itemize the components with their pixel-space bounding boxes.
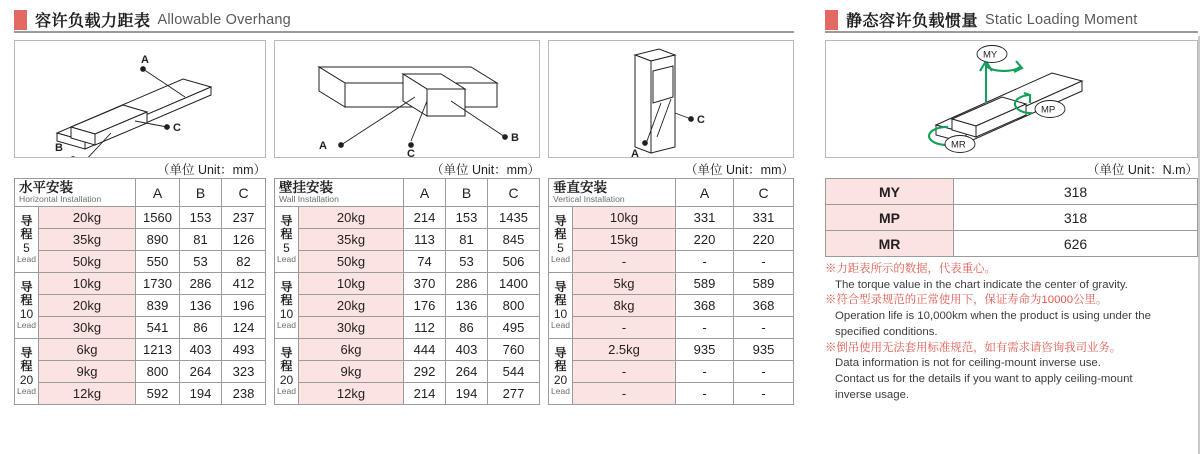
- load-cell: 15kg: [573, 229, 676, 251]
- value-cell: 124: [222, 317, 266, 339]
- value-cell: 113: [404, 229, 446, 251]
- load-cell: 6kg: [39, 339, 136, 361]
- value-cell: 368: [676, 295, 734, 317]
- table-row: [15, 295, 266, 317]
- lead-group-10: 导程 10 Lead: [275, 273, 299, 339]
- value-cell: 81: [446, 229, 488, 251]
- lead-group-20: 导程 20 Lead: [275, 339, 299, 405]
- value-cell: 286: [446, 273, 488, 295]
- table-title-en: Horizontal Installation: [19, 194, 102, 205]
- value-cell: 86: [180, 317, 222, 339]
- load-cell: 20kg: [299, 207, 404, 229]
- label-A: A: [141, 54, 149, 66]
- table-horizontal-installation: [14, 178, 266, 405]
- load-cell: 12kg: [39, 383, 136, 405]
- table-title-cn: 水平安装: [19, 180, 73, 195]
- unit-note-wall: （单位 Unit：mm）: [430, 163, 540, 177]
- wall-installation-illustration: [275, 41, 539, 157]
- value-cell: 292: [404, 361, 446, 383]
- load-cell: -: [573, 361, 676, 383]
- value-cell: 592: [136, 383, 180, 405]
- moment-label-MR: MR: [826, 231, 954, 257]
- value-cell: 277: [488, 383, 540, 405]
- value-cell: 890: [136, 229, 180, 251]
- note-en-2-line-1: Operation life is 10,000km when the product is using under the: [835, 310, 1151, 323]
- value-cell: 403: [446, 339, 488, 361]
- value-cell: 1213: [136, 339, 180, 361]
- diagram-static-loading-moment: [825, 40, 1198, 158]
- table-row: [549, 339, 794, 361]
- table-row: [15, 207, 266, 229]
- note-en-2-line-2: specified conditions.: [835, 325, 938, 338]
- note-en-3-line-3: inverse usage.: [835, 388, 910, 401]
- load-cell: -: [573, 317, 676, 339]
- load-cell: 8kg: [573, 295, 676, 317]
- value-cell: 136: [446, 295, 488, 317]
- table-header-row: [275, 179, 540, 207]
- table-header-row: [549, 179, 794, 207]
- value-cell: 126: [222, 229, 266, 251]
- value-cell: 370: [404, 273, 446, 295]
- value-cell: -: [676, 317, 734, 339]
- unit-note-horizontal: （单位 Unit：mm）: [156, 163, 266, 177]
- value-cell: 264: [446, 361, 488, 383]
- table-row: [549, 383, 794, 405]
- value-cell: 1435: [488, 207, 540, 229]
- load-cell: 9kg: [299, 361, 404, 383]
- section-title-cn-2: 静态容许负载惯量: [846, 13, 979, 30]
- table-title-en: Vertical Installation: [553, 194, 625, 205]
- value-cell: 53: [446, 251, 488, 273]
- section-header-static-loading-moment: [825, 8, 1138, 31]
- table-row: [549, 251, 794, 273]
- table-header-row: [15, 179, 266, 207]
- table-row: [549, 273, 794, 295]
- column-header-C: C: [222, 179, 266, 207]
- load-cell: 35kg: [299, 229, 404, 251]
- value-cell: -: [676, 361, 734, 383]
- table-title-en: Wall Installation: [279, 194, 339, 205]
- label-C: C: [697, 114, 705, 126]
- value-cell: 760: [488, 339, 540, 361]
- label-C: C: [407, 148, 415, 157]
- notes-block: [825, 262, 1197, 404]
- moment-label-MP: MP: [826, 205, 954, 231]
- table-row: [826, 179, 1198, 205]
- value-cell: 194: [446, 383, 488, 405]
- column-header-A: A: [136, 179, 180, 207]
- value-cell: 153: [180, 207, 222, 229]
- value-cell: 403: [180, 339, 222, 361]
- value-cell: 136: [180, 295, 222, 317]
- column-header-B: B: [180, 179, 222, 207]
- accent-bar-icon-2: [825, 10, 838, 30]
- load-cell: 9kg: [39, 361, 136, 383]
- value-cell: 112: [404, 317, 446, 339]
- label-MP: MP: [1041, 104, 1056, 116]
- table-row: [275, 273, 540, 295]
- label-B: B: [511, 132, 519, 144]
- table-row: [15, 339, 266, 361]
- value-cell: 493: [222, 339, 266, 361]
- load-cell: 20kg: [299, 295, 404, 317]
- table-row: [275, 207, 540, 229]
- column-header-A: A: [676, 179, 734, 207]
- value-cell: -: [676, 251, 734, 273]
- load-cell: 35kg: [39, 229, 136, 251]
- note-cn-2: ※符合型录规范的正常使用下，保证寿命为10000公里。: [825, 294, 1108, 307]
- section-header-allowable-overhang: [14, 8, 291, 31]
- value-cell: -: [734, 317, 794, 339]
- value-cell: 935: [676, 339, 734, 361]
- value-cell: 845: [488, 229, 540, 251]
- value-cell: 800: [488, 295, 540, 317]
- header-divider-right: [825, 31, 1198, 33]
- value-cell: 541: [136, 317, 180, 339]
- value-cell: 82: [222, 251, 266, 273]
- lead-group-5: 导程 5 Lead: [549, 207, 573, 273]
- unit-note-moment: （单位 Unit：N.m）: [1086, 163, 1198, 177]
- value-cell: 196: [222, 295, 266, 317]
- lead-group-10: 导程 10 Lead: [15, 273, 39, 339]
- lead-group-20: 导程 20 Lead: [549, 339, 573, 405]
- value-cell: 368: [734, 295, 794, 317]
- value-cell: 550: [136, 251, 180, 273]
- table-row: [15, 383, 266, 405]
- value-cell: 412: [222, 273, 266, 295]
- value-cell: 323: [222, 361, 266, 383]
- value-cell: 74: [404, 251, 446, 273]
- table-row: [15, 317, 266, 339]
- load-cell: 5kg: [573, 273, 676, 295]
- value-cell: 839: [136, 295, 180, 317]
- column-header-C: C: [734, 179, 794, 207]
- value-cell: 589: [734, 273, 794, 295]
- value-cell: 153: [446, 207, 488, 229]
- note-en-3-line-1: Data information is not for ceiling-mount inverse use.: [835, 357, 1101, 370]
- value-cell: -: [734, 251, 794, 273]
- load-cell: 12kg: [299, 383, 404, 405]
- column-header-C: C: [488, 179, 540, 207]
- unit-note-vertical: （单位 Unit：mm）: [684, 163, 794, 177]
- value-cell: 506: [488, 251, 540, 273]
- value-cell: 53: [180, 251, 222, 273]
- label-A: A: [631, 148, 639, 157]
- value-cell: -: [734, 383, 794, 405]
- moment-value-MR: 626: [954, 231, 1198, 257]
- load-cell: 50kg: [299, 251, 404, 273]
- table-row: [275, 295, 540, 317]
- value-cell: 1400: [488, 273, 540, 295]
- table-vertical-installation: [548, 178, 794, 405]
- value-cell: 935: [734, 339, 794, 361]
- moment-value-MP: 318: [954, 205, 1198, 231]
- value-cell: 264: [180, 361, 222, 383]
- table-title-cn: 壁挂安装: [279, 180, 333, 195]
- label-A: A: [319, 140, 327, 152]
- label-C: C: [173, 122, 181, 134]
- load-cell: 50kg: [39, 251, 136, 273]
- table-row: [275, 361, 540, 383]
- note-en-1-line-1: The torque value in the chart indicate the center of gravity.: [835, 278, 1128, 291]
- lead-group-10: 导程 10 Lead: [549, 273, 573, 339]
- column-header-B: B: [446, 179, 488, 207]
- value-cell: 86: [446, 317, 488, 339]
- table-title-cn: 垂直安装: [553, 180, 607, 195]
- value-cell: 238: [222, 383, 266, 405]
- value-cell: -: [676, 383, 734, 405]
- diagram-wall-installation: [274, 40, 540, 158]
- value-cell: 444: [404, 339, 446, 361]
- column-header-A: A: [404, 179, 446, 207]
- note-en-3-line-2: Contact us for the details if you want to apply ceiling-mount: [835, 373, 1133, 386]
- load-cell: -: [573, 251, 676, 273]
- note-cn-3: ※倒吊使用无法套用标准规范，如有需求请咨询我司业务。: [825, 341, 1122, 354]
- moment-value-MY: 318: [954, 179, 1198, 205]
- value-cell: -: [734, 361, 794, 383]
- load-cell: 20kg: [39, 295, 136, 317]
- header-divider-left: [14, 31, 794, 33]
- section-title-cn: 容许负载力距表: [35, 13, 151, 30]
- load-cell: 10kg: [299, 273, 404, 295]
- table-row: [275, 251, 540, 273]
- moment-illustration: [826, 41, 1197, 157]
- lead-group-5: 导程 5 Lead: [275, 207, 299, 273]
- note-cn-1: ※力距表所示的数据，代表重心。: [825, 263, 996, 275]
- value-cell: 194: [180, 383, 222, 405]
- load-cell: 10kg: [39, 273, 136, 295]
- accent-bar-icon: [14, 10, 27, 30]
- table-row: [549, 361, 794, 383]
- label-MY: MY: [983, 49, 998, 61]
- table-row: [275, 317, 540, 339]
- section-title-en-2: Static Loading Moment: [985, 11, 1138, 28]
- value-cell: 220: [676, 229, 734, 251]
- value-cell: 589: [676, 273, 734, 295]
- diagram-vertical-installation: [548, 40, 794, 158]
- table-row: [826, 205, 1198, 231]
- value-cell: 214: [404, 207, 446, 229]
- table-row: [275, 339, 540, 361]
- table-wall-installation: [274, 178, 540, 405]
- load-cell: 20kg: [39, 207, 136, 229]
- table-row: [549, 317, 794, 339]
- value-cell: 331: [676, 207, 734, 229]
- value-cell: 544: [488, 361, 540, 383]
- table-row: [826, 231, 1198, 257]
- value-cell: 1560: [136, 207, 180, 229]
- lead-group-20: 导程 20 Lead: [15, 339, 39, 405]
- table-row: [15, 251, 266, 273]
- table-row: [549, 295, 794, 317]
- table-static-loading-moment: [825, 178, 1198, 257]
- value-cell: 800: [136, 361, 180, 383]
- value-cell: 1730: [136, 273, 180, 295]
- table-row: [15, 273, 266, 295]
- value-cell: 81: [180, 229, 222, 251]
- value-cell: 176: [404, 295, 446, 317]
- value-cell: 495: [488, 317, 540, 339]
- load-cell: 10kg: [573, 207, 676, 229]
- value-cell: 220: [734, 229, 794, 251]
- section-title-en: Allowable Overhang: [157, 11, 291, 28]
- load-cell: 2.5kg: [573, 339, 676, 361]
- value-cell: 286: [180, 273, 222, 295]
- load-cell: 30kg: [39, 317, 136, 339]
- load-cell: 6kg: [299, 339, 404, 361]
- diagram-horizontal-installation: [14, 40, 266, 158]
- table-row: [15, 361, 266, 383]
- table-row: [549, 229, 794, 251]
- table-row: [549, 207, 794, 229]
- load-cell: -: [573, 383, 676, 405]
- horizontal-installation-illustration: [15, 41, 265, 157]
- load-cell: 30kg: [299, 317, 404, 339]
- lead-group-5: 导程 5 Lead: [15, 207, 39, 273]
- value-cell: 214: [404, 383, 446, 405]
- vertical-installation-illustration: [549, 41, 793, 157]
- table-row: [275, 383, 540, 405]
- value-cell: 237: [222, 207, 266, 229]
- value-cell: 331: [734, 207, 794, 229]
- label-B: B: [55, 142, 63, 154]
- table-row: [275, 229, 540, 251]
- label-MR: MR: [951, 139, 966, 151]
- moment-label-MY: MY: [826, 179, 954, 205]
- table-row: [15, 229, 266, 251]
